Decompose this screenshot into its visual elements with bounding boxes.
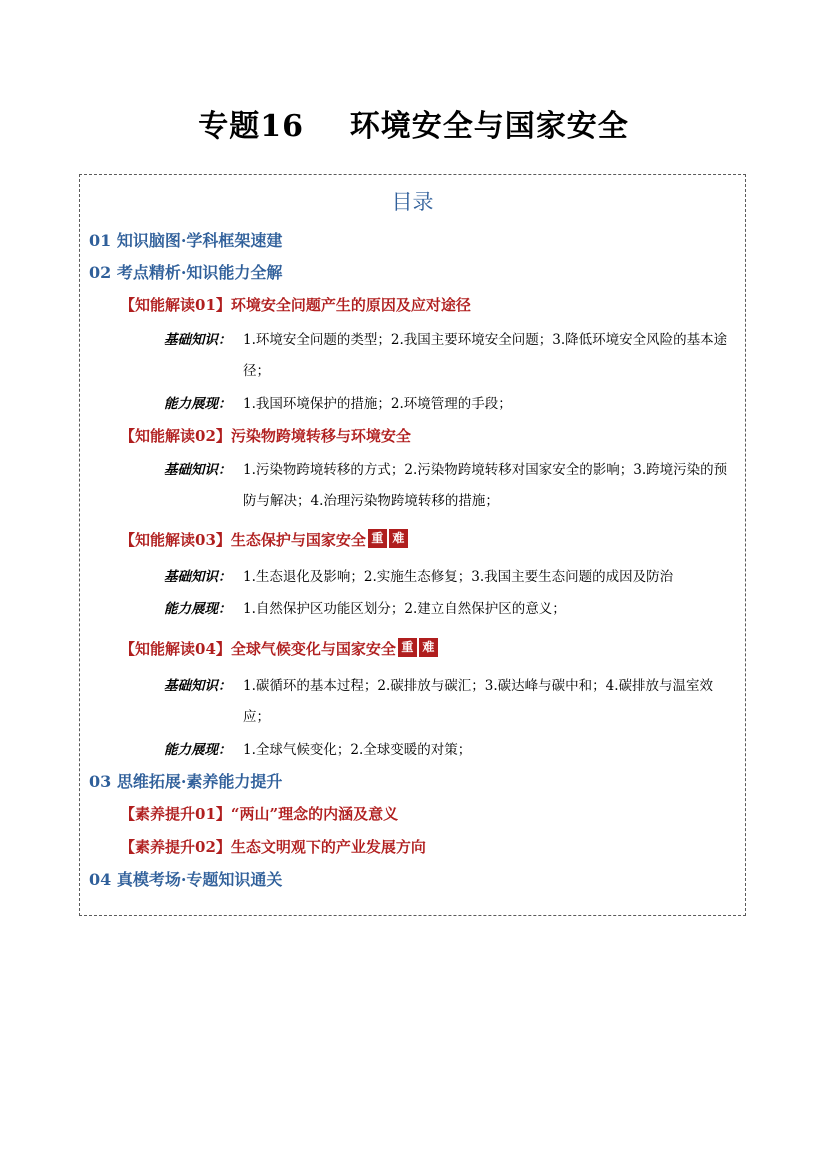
key-point-badge: 重 (368, 529, 387, 548)
toc-subsection-02[interactable] (120, 425, 411, 447)
toc-section-03[interactable]: 03 思维拓展·素养能力提升 (89, 772, 283, 791)
subsection-tag: 【知能解读01】 (120, 296, 231, 314)
subsection-tag: 【知能解读02】 (120, 427, 231, 445)
toc-subsection-literacy-01[interactable] (120, 803, 398, 825)
item-text: 1.生态退化及影响；2.实施生态修复；3.我国主要生态问题的成因及防治 (243, 569, 674, 585)
subsection-tag: 【知能解读03】 (120, 531, 231, 549)
toc-subsection-01[interactable] (120, 294, 471, 316)
item-label-basic: 基础知识： (164, 569, 232, 585)
subsection-title: 全球气候变化与国家安全 (230, 640, 396, 658)
toc-heading: 目录 (391, 190, 434, 214)
table-of-contents (79, 174, 746, 916)
item-label-basic: 基础知识： (164, 332, 232, 348)
difficult-point-badge: 难 (389, 529, 408, 548)
subsection-title: 环境安全问题产生的原因及应对途径 (230, 296, 471, 314)
difficult-point-badge: 难 (419, 638, 438, 657)
item-label-ability: 能力展现： (164, 396, 232, 412)
item-label-ability: 能力展现： (164, 601, 232, 617)
toc-subsection-literacy-02[interactable] (120, 836, 426, 858)
item-label-basic: 基础知识： (164, 462, 232, 478)
item-text: 1.环境安全问题的类型；2.我国主要环境安全问题；3.降低环境安全风险的基本途径； (243, 332, 728, 379)
toc-section-02[interactable]: 02 考点精析·知识能力全解 (89, 263, 283, 282)
subsection-tag: 【素养提升02】 (120, 838, 231, 856)
item-label-ability: 能力展现： (164, 742, 232, 758)
item-text: 1.污染物跨境转移的方式；2.污染物跨境转移对国家安全的影响；3.跨境污染的预防与解决；4.治理污染物跨境转移的措施； (243, 462, 728, 509)
item-text: 1.碳循环的基本过程；2.碳排放与碳汇；3.碳达峰与碳中和；4.碳排放与温室效应； (243, 678, 714, 725)
subsection-title: “两山”理念的内涵及意义 (230, 805, 399, 823)
item-text: 1.全球气候变化；2.全球变暖的对策； (243, 742, 472, 758)
key-point-badge: 重 (398, 638, 417, 657)
subsection-title: 生态保护与国家安全 (230, 531, 366, 549)
item-text: 1.自然保护区功能区划分；2.建立自然保护区的意义； (243, 601, 566, 617)
item-label-basic: 基础知识： (164, 678, 232, 694)
toc-subsection-04[interactable] (120, 638, 438, 660)
item-text: 1.我国环境保护的措施；2.环境管理的手段； (243, 396, 512, 412)
subsection-title: 生态文明观下的产业发展方向 (230, 838, 426, 856)
subsection-title: 污染物跨境转移与环境安全 (230, 427, 411, 445)
page-title: 专题16 环境安全与国家安全 (198, 109, 629, 144)
toc-section-04[interactable]: 04 真模考场·专题知识通关 (89, 870, 283, 889)
toc-section-01[interactable]: 01 知识脑图·学科框架速建 (89, 231, 283, 250)
subsection-tag: 【知能解读04】 (120, 640, 231, 658)
subsection-tag: 【素养提升01】 (120, 805, 231, 823)
toc-subsection-03[interactable] (120, 529, 408, 551)
